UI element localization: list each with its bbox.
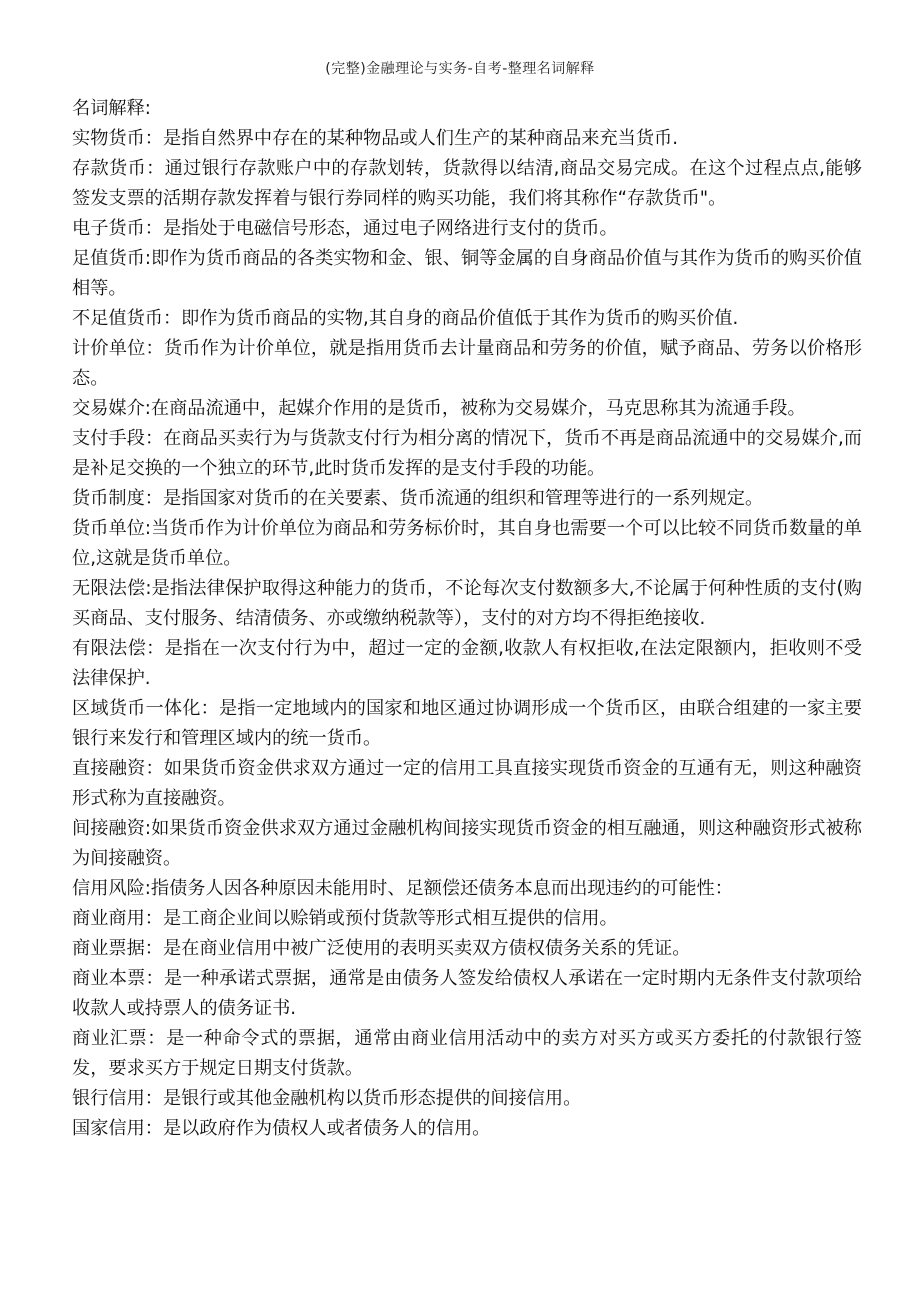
term-definition: 商业商用：是工商企业间以赊销或预付货款等形式相互提供的信用。	[72, 908, 618, 929]
page-header: (完整)金融理论与实务-自考-整理名词解释	[325, 61, 595, 77]
term-definition: 交易媒介:在商品流通中，起媒介作用的是货币，被称为交易媒介，马克思称其为流通手段。	[72, 398, 806, 419]
term-definition: 信用风险:指债务人因各种原因未能用时、足额偿还债务本息而出现违约的可能性：	[72, 878, 733, 899]
document-body	[72, 94, 862, 1144]
term-definition: 商业汇票：是一种命令式的票据，通常由商业信用活动中的卖方对买方或买方委托的付款银行签发，要求买方于规定日期支付货款。	[72, 1028, 862, 1079]
term-definition: 足值货币:即作为货币商品的各类实物和金、银、铜等金属的自身商品价值与其作为货币的购买价值相等。	[72, 248, 862, 299]
term-definition: 间接融资:如果货币资金供求双方通过金融机构间接实现货币资金的相互融通，则这种融资形式被称为间接融资。	[72, 818, 862, 869]
term-definition: 不足值货币：即作为货币商品的实物,其自身的商品价值低于其作为货币的购买价值.	[72, 308, 739, 329]
term-definition: 无限法偿:是指法律保护取得这种能力的货币，不论每次支付数额多大,不论属于何种性质的支付(购买商品、支付服务、结清债务、亦或缴纳税款等），支付的对方均不得拒绝接收.	[72, 578, 862, 629]
term-definition: 直接融资：如果货币资金供求双方通过一定的信用工具直接实现货币资金的互通有无，则这种融资形式称为直接融资。	[72, 758, 862, 809]
term-definition: 有限法偿：是指在一次支付行为中，超过一定的金额,收款人有权拒收,在法定限额内，拒收则不受法律保护.	[72, 638, 862, 689]
term-definition: 国家信用：是以政府作为债权人或者债务人的信用。	[72, 1118, 491, 1139]
term-definition: 商业本票：是一种承诺式票据，通常是由债务人签发给债权人承诺在一定时期内无条件支付款项给收款人或持票人的债务证书.	[72, 968, 862, 1019]
term-definition: 支付手段：在商品买卖行为与货款支付行为相分离的情况下，货币不再是商品流通中的交易媒介,而是补足交换的一个独立的环节,此时货币发挥的是支付手段的功能。	[72, 428, 862, 479]
term-definition: 商业票据：是在商业信用中被广泛使用的表明买卖双方债权债务关系的凭证。	[72, 938, 691, 959]
term-definition: 实物货币：是指自然界中存在的某种物品或人们生产的某种商品来充当货币.	[72, 128, 678, 149]
term-definition: 货币单位:当货币作为计价单位为商品和劳务标价时，其自身也需要一个可以比较不同货币数量的单位,这就是货币单位。	[72, 518, 862, 569]
term-definition: 区域货币一体化：是指一定地域内的国家和地区通过协调形成一个货币区，由联合组建的一家主要银行来发行和管理区域内的统一货币。	[72, 698, 862, 749]
term-definition: 银行信用：是银行或其他金融机构以货币形态提供的间接信用。	[72, 1088, 582, 1109]
term-definition: 电子货币：是指处于电磁信号形态，通过电子网络进行支付的货币。	[72, 218, 618, 239]
term-definition: 货币制度：是指国家对货币的在关要素、货币流通的组织和管理等进行的一系列规定。	[72, 488, 764, 509]
term-definition: 计价单位：货币作为计价单位，就是指用货币去计量商品和劳务的价值，赋予商品、劳务以价格形态。	[72, 338, 862, 389]
term-definition: 存款货币：通过银行存款账户中的存款划转，货款得以结清,商品交易完成。在这个过程点点,能够签发支票的活期存款发挥着与银行券同样的购买功能，我们将其称作“存款货币"。	[72, 158, 862, 209]
section-title: 名词解释:	[72, 98, 151, 119]
